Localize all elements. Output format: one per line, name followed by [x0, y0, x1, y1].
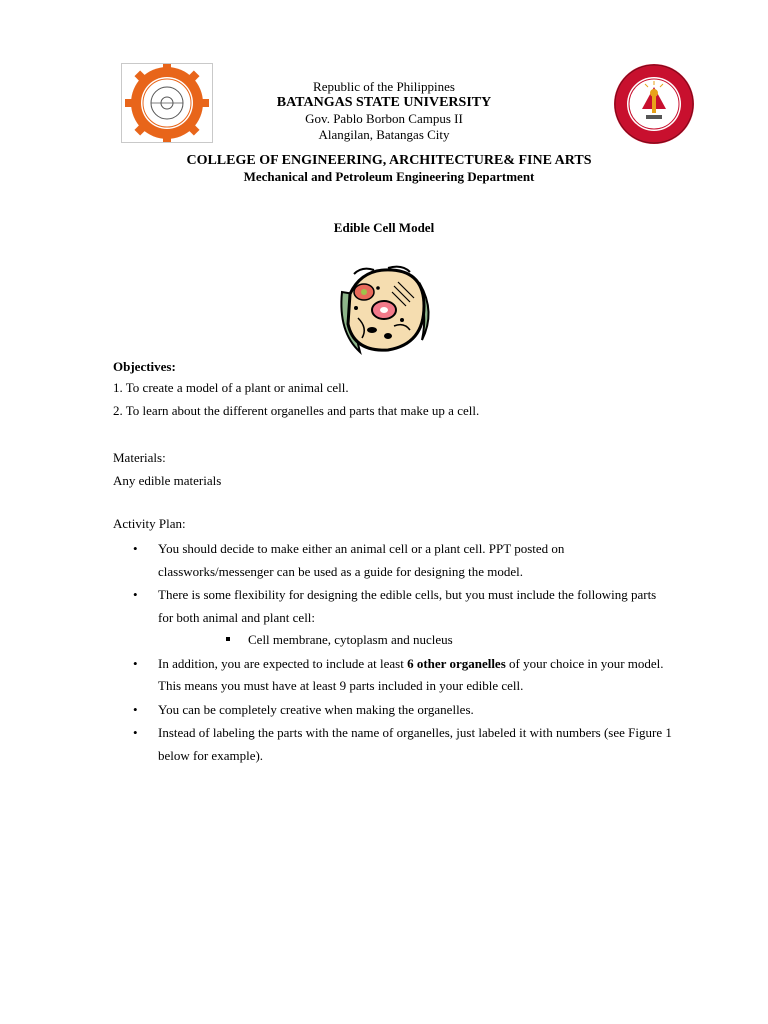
university-name: BATANGAS STATE UNIVERSITY: [276, 95, 492, 110]
list-item-emphasis: 6 other organelles: [407, 655, 506, 671]
bullet-icon: •: [133, 541, 138, 556]
activity-plan-list: [113, 538, 673, 768]
list-item-text-pre: In addition, you are expected to include at least: [158, 655, 408, 671]
cell-illustration: [332, 262, 438, 358]
list-item: [113, 699, 673, 722]
list-item: [113, 653, 673, 698]
list-item-text: You should decide to make either an animal cell or a plant cell. PPT posted on classworks/messenger can be used as a guide for designing the model.: [158, 541, 565, 579]
college-heading: [0, 153, 768, 185]
objectives-title: Objectives:: [113, 359, 176, 374]
list-item-text: Instead of labeling the parts with the name of organelles, just labeled it with numbers (see Figure 1 below for example).: [158, 725, 672, 763]
country-line: Republic of the Philippines: [313, 79, 455, 94]
square-bullet-icon: [226, 637, 230, 641]
list-item: [113, 722, 673, 767]
list-item-text: You can be completely creative when making the organelles.: [158, 701, 474, 717]
objective-item: 2. To learn about the different organelles and parts that make up a cell.: [113, 403, 480, 418]
department-name: Mechanical and Petroleum Engineering Department: [243, 169, 535, 184]
objectives-section: [113, 358, 673, 422]
list-item-text: There is some flexibility for designing the edible cells, but you must include the following parts for both animal and plant cell:: [158, 587, 657, 625]
list-item-text-post: of your choice in your model. This means you must have at least 9 parts included in your edible cell.: [158, 655, 664, 693]
material-item: Any edible materials: [113, 473, 222, 488]
university-seal: [613, 63, 695, 145]
materials-section: [113, 446, 673, 492]
bullet-icon: •: [133, 655, 138, 671]
address-line: Alangilan, Batangas City: [318, 127, 450, 142]
sub-list-item-text: Cell membrane, cytoplasm and nucleus: [248, 632, 453, 647]
activity-plan-title: Activity Plan:: [113, 516, 186, 531]
list-item: [113, 584, 673, 652]
college-name: COLLEGE OF ENGINEERING, ARCHITECTURE& FINE ARTS: [186, 153, 592, 168]
bullet-icon: •: [133, 587, 138, 602]
activity-plan-section: [113, 514, 673, 534]
campus-line: Gov. Pablo Borbon Campus II: [305, 111, 463, 126]
objective-item: 1. To create a model of a plant or animal cell.: [113, 380, 349, 395]
list-item: [113, 538, 673, 583]
bullet-icon: •: [133, 701, 138, 717]
bullet-icon: •: [133, 725, 138, 740]
sub-list-item: [113, 629, 673, 652]
document-title: Edible Cell Model: [333, 220, 435, 235]
materials-title: Materials:: [113, 450, 166, 465]
